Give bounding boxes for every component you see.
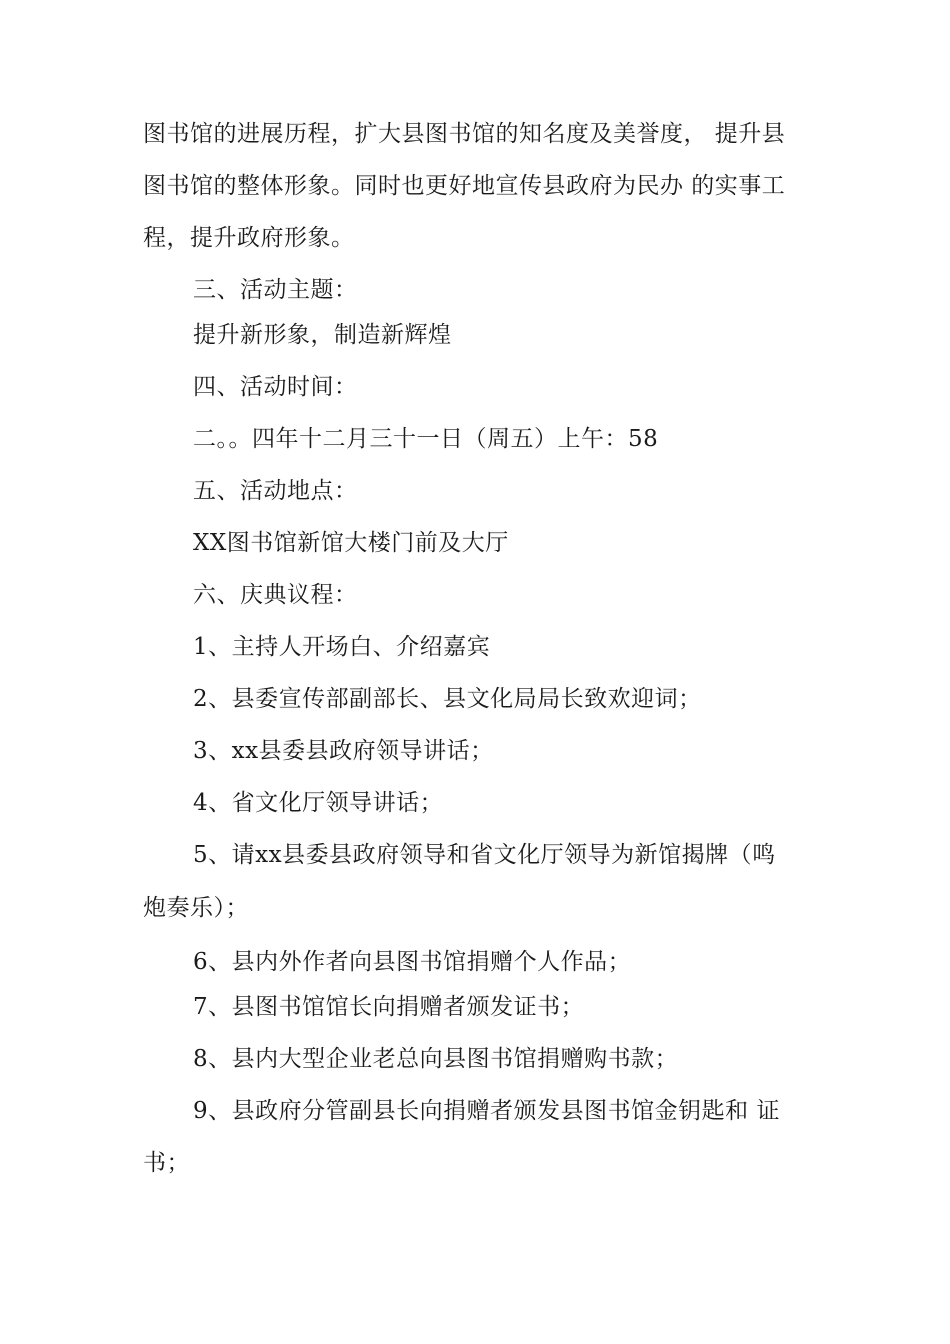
list-item: 5、请xx县委县政府领导和省文化厅领导为新馆揭牌（鸣 — [193, 842, 776, 868]
paragraph-line: 提升新形象，制造新辉煌 — [193, 322, 452, 348]
list-item: 6、县内外作者向县图书馆捐赠个人作品； — [193, 949, 632, 975]
paragraph-line: 图书馆的进展历程，扩大县图书馆的知名度及美誉度， 提升县 — [143, 121, 786, 147]
section-heading: 四、活动时间： — [193, 374, 358, 400]
list-item: 7、县图书馆馆长向捐赠者颁发证书； — [193, 994, 585, 1020]
paragraph-line: 图书馆的整体形象。同时也更好地宣传县政府为民办 的实事工 — [143, 173, 786, 199]
list-item: 8、县内大型企业老总向县图书馆捐赠购书款； — [193, 1046, 679, 1072]
paragraph-line: XX图书馆新馆大楼门前及大厅 — [193, 530, 509, 556]
list-item: 4、省文化厅领导讲话； — [193, 790, 444, 816]
list-item-continuation: 炮奏乐）； — [143, 895, 249, 921]
list-item: 3、xx县委县政府领导讲话； — [193, 738, 494, 764]
list-item: 9、县政府分管副县长向捐赠者颁发县图书馆金钥匙和 证 — [193, 1098, 780, 1124]
list-item: 2、县委宣传部副部长、县文化局局长致欢迎词； — [193, 686, 702, 712]
list-item-continuation: 书； — [143, 1150, 190, 1176]
list-item: 1、主持人开场白、介绍嘉宾 — [193, 634, 491, 660]
paragraph-line: 程，提升政府形象。 — [143, 225, 355, 251]
paragraph-line: 二。。四年十二月三十一日（周五）上午：58 — [193, 426, 659, 452]
section-heading: 六、庆典议程： — [193, 582, 358, 608]
section-heading: 五、活动地点： — [193, 478, 358, 504]
section-heading: 三、活动主题： — [193, 277, 358, 303]
